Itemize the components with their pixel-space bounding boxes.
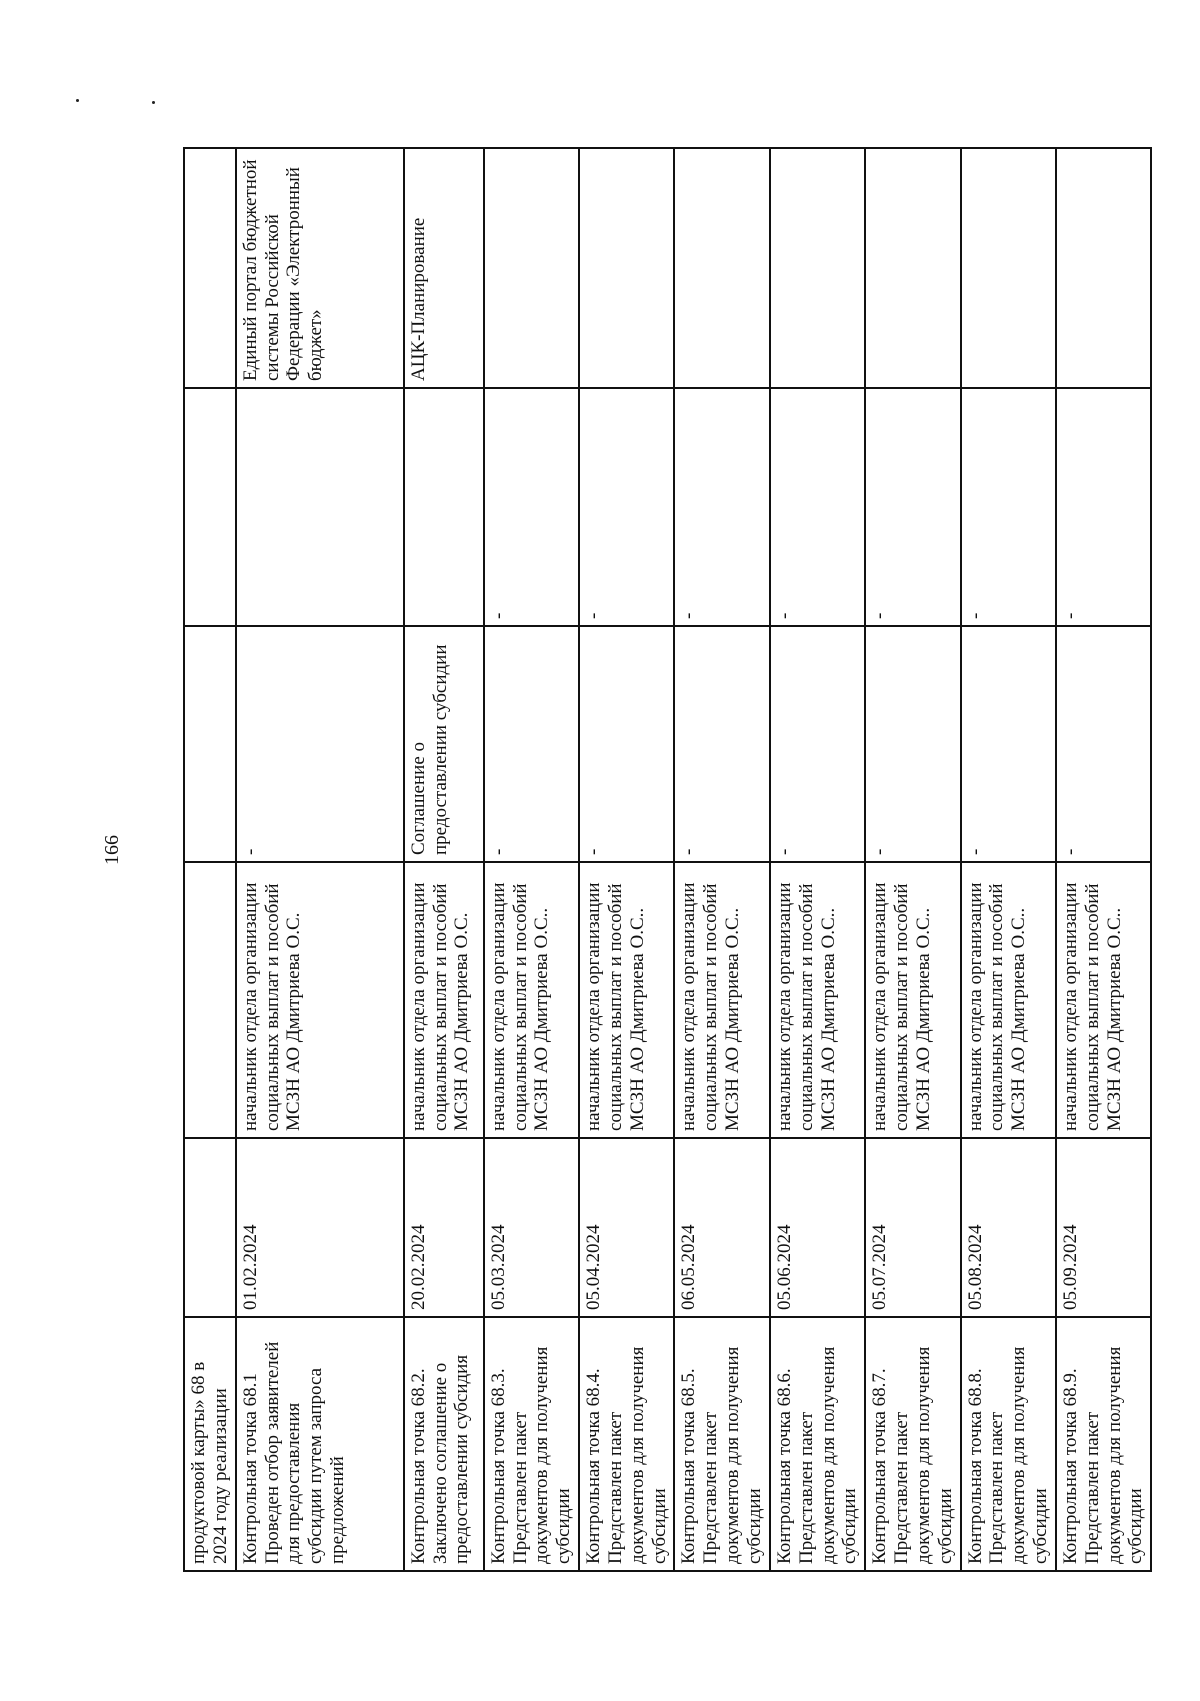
control-points-table — [183, 147, 1152, 1572]
table-row — [770, 148, 865, 1571]
information-system — [865, 148, 960, 388]
table-row — [674, 148, 769, 1571]
control-point-date: 05.08.2024 — [961, 1138, 1056, 1317]
control-point-date: 20.02.2024 — [404, 1138, 484, 1317]
information-system: АЦК-Планирование — [404, 148, 484, 388]
responsible-person: начальник отдела организации социальных выплат и пособий МСЗН АО Дмитриева О.С.. — [865, 862, 960, 1138]
rotated-table-container — [183, 149, 1147, 1572]
control-point-name: Контрольная точка 68.1 Проведен отбор заявителей для предоставления субсидии путем запроса предложений — [236, 1317, 404, 1571]
information-system — [1056, 148, 1151, 388]
responsible-person: начальник отдела организации социальных выплат и пособий МСЗН АО Дмитриева О.С.. — [1056, 862, 1151, 1138]
table-row — [961, 148, 1056, 1571]
document-type: - — [961, 626, 1056, 862]
control-point-name: Контрольная точка 68.4. Представлен пакет документов для получения субсидии — [579, 1317, 674, 1571]
control-point-date: 05.04.2024 — [579, 1138, 674, 1317]
responsible-person: начальник отдела организации социальных выплат и пособий МСЗН АО Дмитриева О.С.. — [770, 862, 865, 1138]
table-cell — [184, 1138, 236, 1317]
information-system — [770, 148, 865, 388]
table-row — [236, 148, 404, 1571]
document-type: - — [674, 626, 769, 862]
scan-speck — [76, 99, 79, 102]
control-point-date: 05.07.2024 — [865, 1138, 960, 1317]
information-system: Единый портал бюджетной системы Российской Федерации «Электронный бюджет» — [236, 148, 404, 388]
document-type: - — [484, 626, 579, 862]
table-cell — [236, 388, 404, 626]
responsible-person: начальник отдела организации социальных выплат и пособий МСЗН АО Дмитриева О.С.. — [961, 862, 1056, 1138]
control-point-date: 05.06.2024 — [770, 1138, 865, 1317]
information-system — [579, 148, 674, 388]
table-cell — [184, 862, 236, 1138]
page-number: 166 — [101, 835, 123, 865]
control-point-date: 06.05.2024 — [674, 1138, 769, 1317]
control-point-date: 05.03.2024 — [484, 1138, 579, 1317]
document-type: - — [865, 626, 960, 862]
control-point-date: 05.09.2024 — [1056, 1138, 1151, 1317]
information-system — [674, 148, 769, 388]
information-system — [484, 148, 579, 388]
document-type: - — [770, 626, 865, 862]
table-row — [484, 148, 579, 1571]
responsible-person: начальник отдела организации социальных выплат и пособий МСЗН АО Дмитриева О.С.. — [579, 862, 674, 1138]
table-cell: - — [1056, 388, 1151, 626]
document-type: - — [1056, 626, 1151, 862]
control-point-date: 01.02.2024 — [236, 1138, 404, 1317]
control-point-name: Контрольная точка 68.9. Представлен пакет документов для получения субсидии — [1056, 1317, 1151, 1571]
table-cell — [184, 148, 236, 388]
document-type: Соглашение о предоставлении субсидии — [404, 626, 484, 862]
table-row — [865, 148, 960, 1571]
table-cell: - — [484, 388, 579, 626]
table-cell: - — [579, 388, 674, 626]
table-cell: - — [961, 388, 1056, 626]
responsible-person: начальник отдела организации социальных выплат и пособий МСЗН АО Дмитриева О.С.. — [484, 862, 579, 1138]
responsible-person: начальник отдела организации социальных выплат и пособий МСЗН АО Дмитриева О.С. — [404, 862, 484, 1138]
table-cell — [184, 388, 236, 626]
document-type: - — [579, 626, 674, 862]
table-cell — [184, 626, 236, 862]
information-system — [961, 148, 1056, 388]
table-row — [579, 148, 674, 1571]
control-point-name: Контрольная точка 68.6. Представлен пакет документов для получения субсидии — [770, 1317, 865, 1571]
scan-speck — [152, 101, 155, 104]
control-point-name: Контрольная точка 68.2. Заключено соглашение о предоставлении субсидия — [404, 1317, 484, 1571]
table-row — [404, 148, 484, 1571]
table-row — [1056, 148, 1151, 1571]
control-point-name: Контрольная точка 68.5. Представлен пакет документов для получения субсидии — [674, 1317, 769, 1571]
control-point-name: Контрольная точка 68.8. Представлен пакет документов для получения субсидии — [961, 1317, 1056, 1571]
control-point-name: Контрольная точка 68.3. Представлен пакет документов для получения субсидии — [484, 1317, 579, 1571]
table-cell: - — [674, 388, 769, 626]
table-row-header — [184, 148, 236, 1571]
table-cell — [404, 388, 484, 626]
table-cell: - — [770, 388, 865, 626]
table-cell: - — [865, 388, 960, 626]
responsible-person: начальник отдела организации социальных выплат и пособий МСЗН АО Дмитриева О.С.. — [674, 862, 769, 1138]
control-point-name: Контрольная точка 68.7. Представлен пакет документов для получения субсидии — [865, 1317, 960, 1571]
table-cell: продуктовой карты» 68 в 2024 году реализации — [184, 1317, 236, 1571]
document-type: - — [236, 626, 404, 862]
rotated-page-area — [183, 149, 1147, 1572]
responsible-person: начальник отдела организации социальных выплат и пособий МСЗН АО Дмитриева О.С. — [236, 862, 404, 1138]
